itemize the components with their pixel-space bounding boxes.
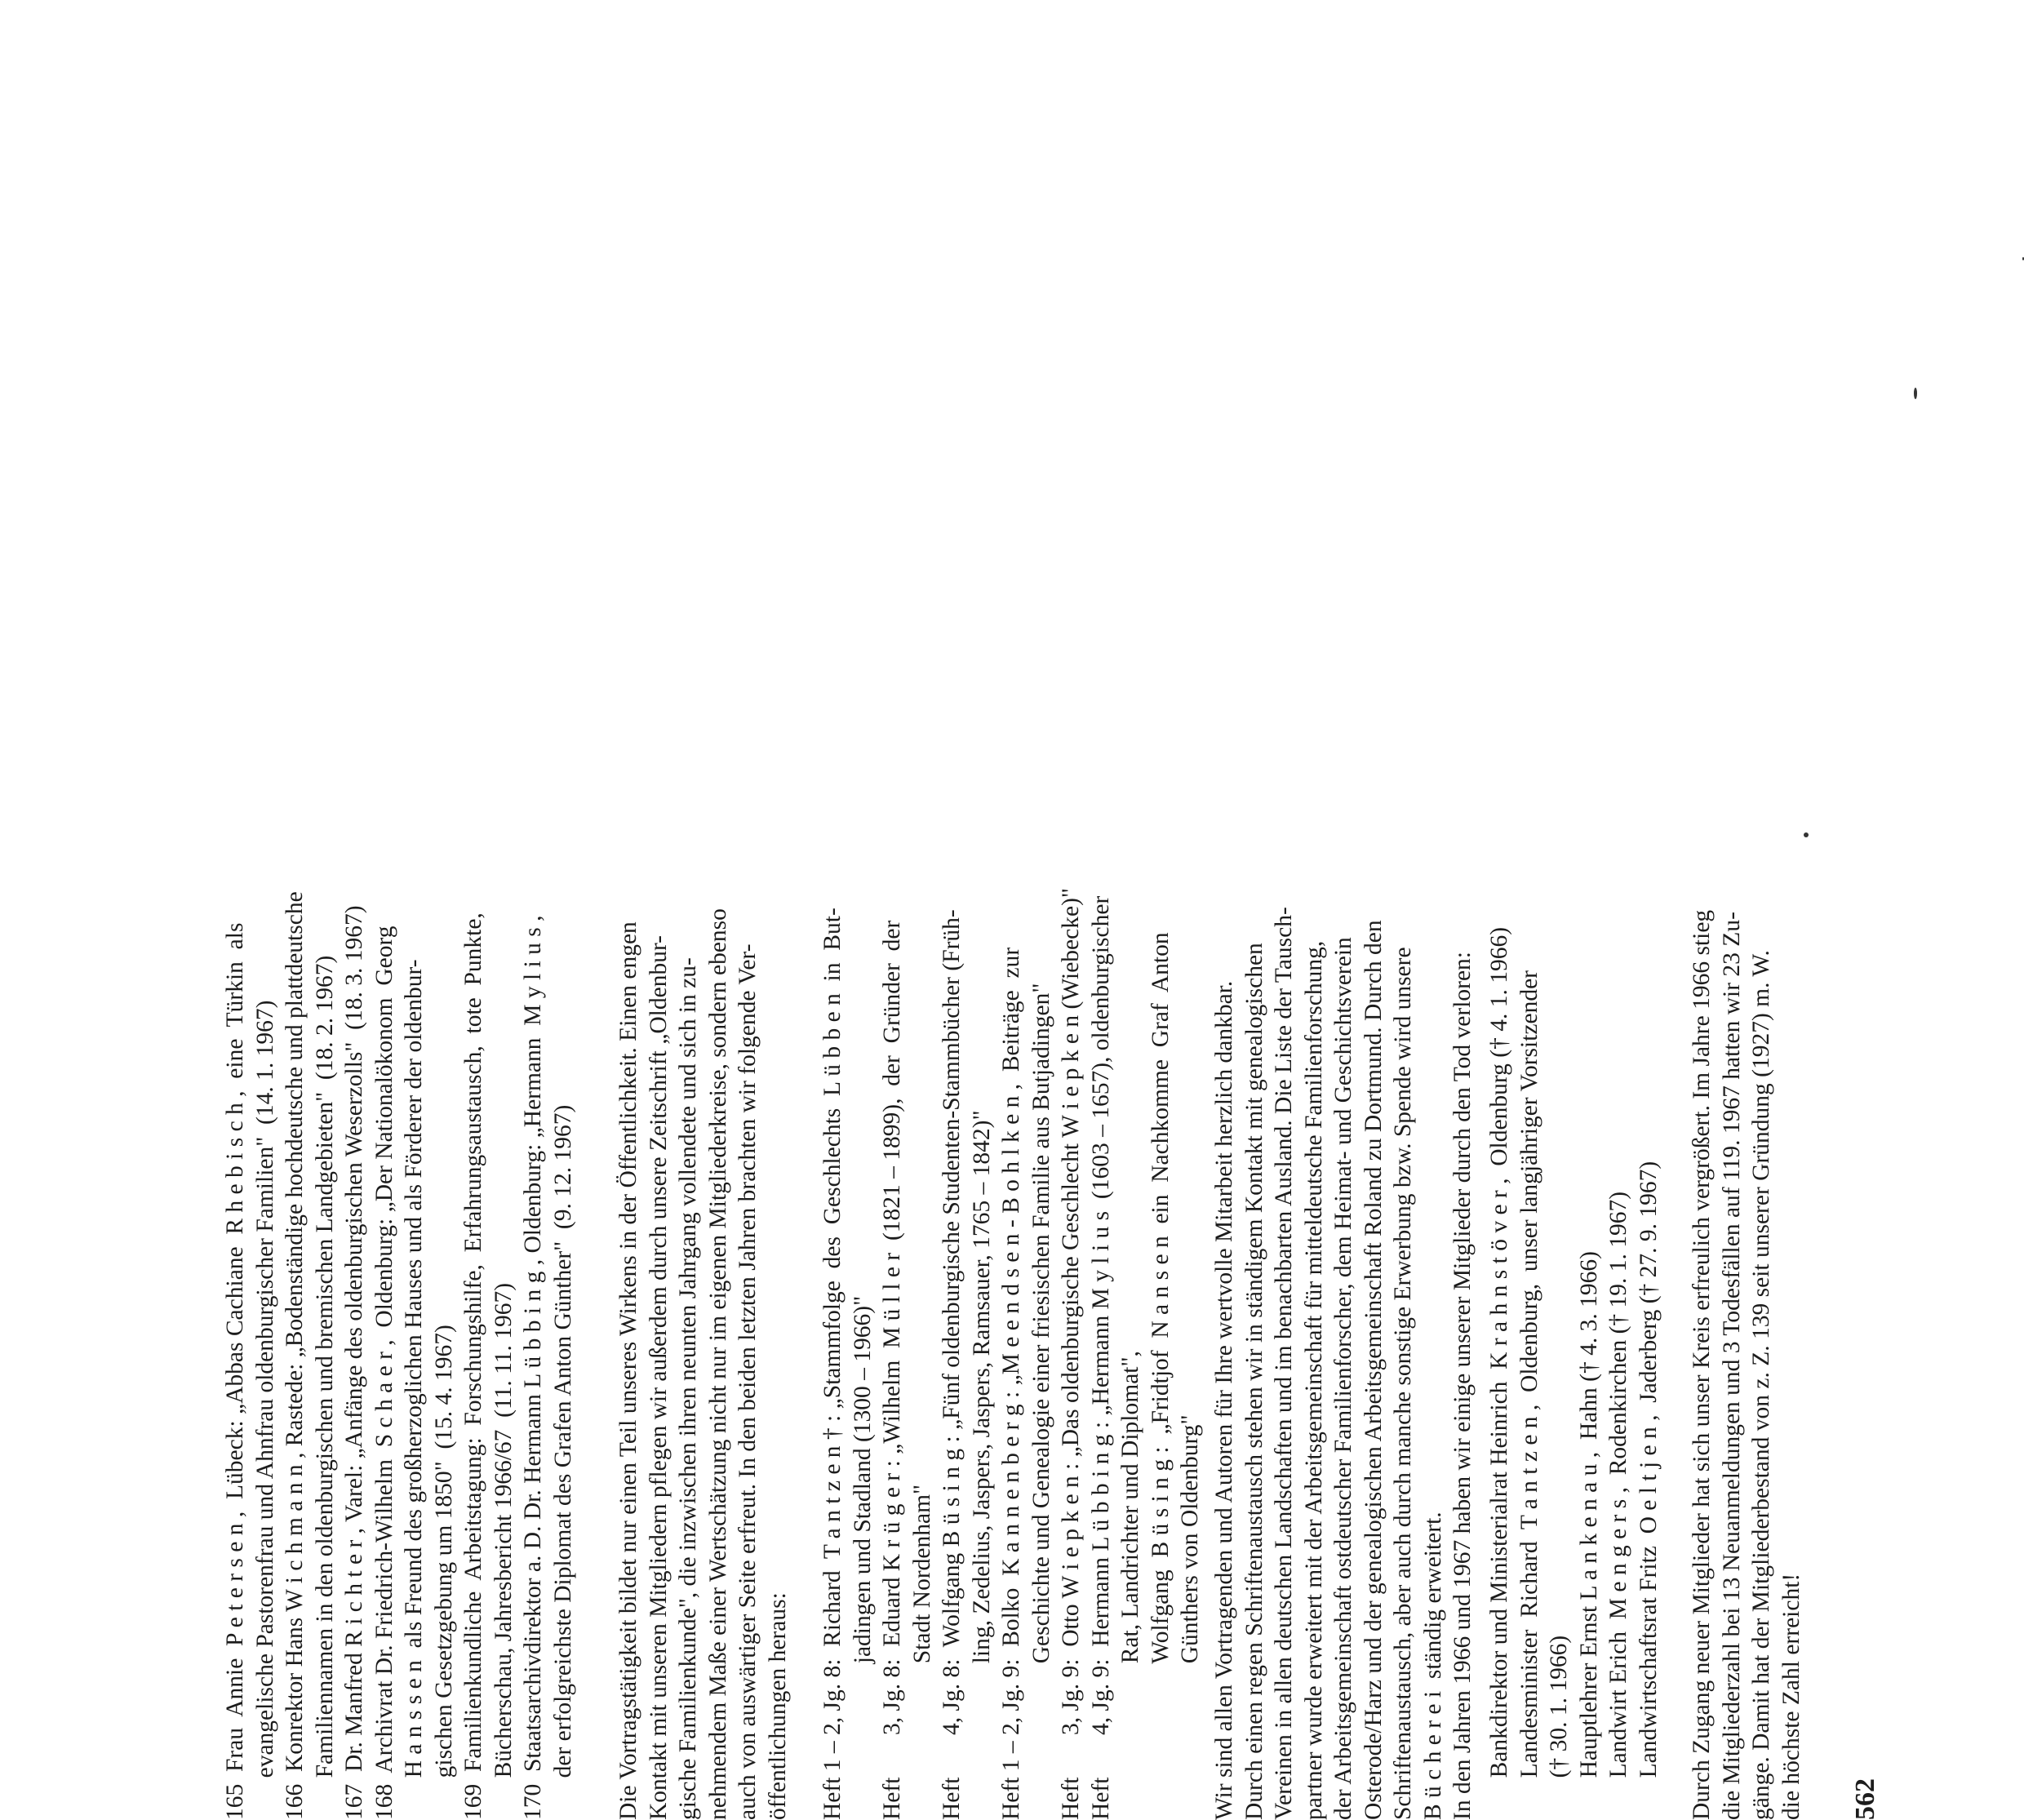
text-line: 170 Staatsarchivdirektor a. D. Dr. Hermann L ü b b i n g , Oldenburg: „Hermann M y l i u s , <box>520 915 546 1820</box>
text-line: 168 Archivrat Dr. Friedrich-Wilhelm S c h a e r , Oldenburg: „Der Nationalökonom Georg <box>371 926 397 1820</box>
membership-paragraph <box>1687 910 1806 1820</box>
text-line: auch von auswärtiger Seite erfreut. In den beiden letzten Jahren brachten wir folgende Ver- <box>735 943 761 1820</box>
text-line: Heft 4, Jg. 8: Wolfgang B ü s i n g : „Fünf oldenburgische Studenten-Stammbücher (Früh- <box>939 909 965 1820</box>
text-line: Günthers von Oldenburg" <box>1177 1414 1203 1820</box>
text-line: 167 Dr. Manfred R i c h t e r , Varel: „Anfänge des oldenburgischen Weserzolls" (18. 3. 1967) <box>341 905 367 1820</box>
text-line: Schriftenaustausch, aber auch durch manche sonstige Erwerbung bzw. Spende wird unsere <box>1390 947 1416 1820</box>
publications-list <box>818 888 1205 1820</box>
text-line: Landesminister Richard T a n t z e n , Oldenburg, unser langjähriger Vorsitzender <box>1516 970 1542 1820</box>
text-line: († 30. 1. 1966) <box>1546 1635 1572 1820</box>
text-line: partner wurde erweitert mit der Arbeitsgemeinschaft für mitteldeutsche Familienforschung, <box>1300 940 1327 1820</box>
thanks-paragraph <box>1210 907 1478 1820</box>
scan-speck <box>1914 388 1917 399</box>
text-line: Kontakt mit unseren Mitgliedern pflegen wir außerdem durch unsere Zeitschrift „Oldenbur- <box>645 935 672 1820</box>
text-line: gische Familienkunde", die inzwischen ihren neunten Jahrgang vollendete und sich in zu- <box>675 957 701 1820</box>
text-line: öffentlichungen heraus: <box>764 1592 791 1820</box>
text-line: gischen Gesetzgebung um 1850" (15. 4. 1967) <box>430 1325 457 1820</box>
text-line: 165 Frau Annie P e t e r s e n , Lübeck: „Abbas Cachiane R h e b i s c h , eine Türkin als <box>222 922 248 1820</box>
text-line: 166 Konrektor Hans W i c h m a n n , Rastede: „Bodenständige hochdeutsche und plattdeutsche <box>282 891 308 1820</box>
text-line: ling, Zedelius, Jaspers, Jaspers, Ramsauer, 1765 – 1842)" <box>968 1110 995 1820</box>
scan-speck <box>1804 832 1809 837</box>
text-line: Landwirt Erich M e n g e r s , Rodenkirchen († 19. 1. 1967) <box>1605 1191 1631 1820</box>
text-line: Heft 3, Jg. 9: Otto W i e p k e n : „Das oldenburgische Geschlecht W i e p k e n (Wiebecke)" <box>1058 888 1084 1820</box>
lecture-list <box>220 891 578 1820</box>
text-line: Heft 1 – 2, Jg. 9: Bolko K a n n e n b e r g : „M e e n d s e n - B o h l k e n , Beiträge zur <box>998 947 1024 1820</box>
text-line: Wolfgang B ü s i n g : „Fridtjof N a n s e n ein Nachkomme Graf Anton <box>1147 932 1174 1820</box>
text-line: Durch Zugang neuer Mitglieder hat sich unser Kreis erfreulich vergrößert. Im Jahre 1966 stieg <box>1689 909 1715 1820</box>
text-line: Bankdirektor und Ministerialrat Heinrich K r a h n s t ö v e r , Oldenburg († 4. 1. 1966) <box>1486 926 1512 1820</box>
scanned-page <box>220 0 1893 1820</box>
text-line: Landwirtschaftsrat Fritz O e l t j e n , Jaderberg († 27. 9. 1967) <box>1635 1161 1662 1820</box>
text-line: Stadt Nordenham" <box>908 1484 935 1820</box>
text-line: die höchste Zahl erreicht! <box>1778 1573 1804 1820</box>
text-line: Heft 4, Jg. 9: Hermann L ü b b i n g : „Hermann M y l i u s (1603 – 1657), oldenburgischer <box>1087 895 1114 1820</box>
text-line: 169 Familienkundliche Arbeitstagung: Forschungshilfe, Erfahrungsaustausch, tote Punkte, <box>460 912 486 1820</box>
text-line: Hauptlehrer Ernst L a n k e n a u , Hahn († 4. 3. 1966) <box>1575 1251 1602 1820</box>
text-line: In den Jahren 1966 und 1967 haben wir einige unserer Mitglieder durch den Tod verloren: <box>1449 951 1476 1820</box>
text-line: Bücherschau, Jahresbericht 1966/67 (11. 11. 1967) <box>490 1282 517 1820</box>
obituary-list <box>1485 927 1663 1820</box>
text-line: B ü c h e r e i ständig erweitert. <box>1419 1511 1446 1820</box>
text-line: nehmendem Maße einer Wertschätzung nicht nur im eigenen Mitgliederkreise, sondern ebenso <box>704 908 731 1820</box>
text-line: Heft 1 – 2, Jg. 8: Richard T a n t z e n † : „Stammfolge des Geschlechts L ü b b e n in But- <box>819 908 846 1820</box>
text-line: Familiennamen in den oldenburgischen und bremischen Landgebieten" (18. 2. 1967) <box>311 955 338 1820</box>
text-line: Wir sind allen Vortragenden und Autoren für Ihre wertvolle Mitarbeit herzlich dankbar. <box>1211 980 1237 1820</box>
text-line: H a n s s e n als Freund des großherzoglichen Hauses und als Förderer der oldenbur- <box>401 959 427 1820</box>
text-line: Durch einen regen Schriftenaustausch stehen wir in ständigem Kontakt mit genealogischen <box>1241 943 1267 1820</box>
text-line: Osterode/Harz und der genealogischen Arbeitsgemeinschaft Roland zu Dortmund. Durch den <box>1360 920 1387 1820</box>
text-line: Heft 3, Jg. 8: Eduard K r ü g e r : „Wilhelm M ü l l e r (1821 – 1899), der Gründer der <box>879 920 905 1820</box>
text-line: Die Vortragstätigkeit bildet nur einen Teil unseres Wirkens in der Öffentlichkeit. Einen engen <box>615 921 641 1820</box>
text-line: Geschichte und Genealogie einer friesischen Familie aus Butjadingen" <box>1028 983 1054 1820</box>
text-line: gänge. Damit hat der Mitgliederbestand von z. Z. 139 seit unserer Gründung (1927) m. W. <box>1748 950 1774 1820</box>
text-line: evangelische Pastorenfrau und Ahnfrau oldenburgischer Familien" (14. 1. 1967) <box>251 1000 278 1820</box>
text-line: Vereinen in allen deutschen Landschaften und im benachbarten Ausland. Die Liste der Tausch- <box>1271 907 1297 1820</box>
publications-intro <box>614 908 792 1820</box>
text-line: der erfolgreichste Diplomat des Grafen Anton Günther" (9. 12. 1967) <box>549 1104 576 1820</box>
text-line: der Arbeitsgemeinschaft ostdeutscher Familienforscher, dem Heimat- und Geschichtsverein <box>1330 937 1356 1820</box>
text-line: die Mitgliederzahl bei 13 Neuanmeldungen und 3 Todesfällen auf 119. 1967 hatten wir 23 Zu- <box>1718 912 1745 1820</box>
page-number: 562 <box>1850 1778 1880 1820</box>
text-line: jadingen und Stadland (1300 – 1966)" <box>849 1295 876 1820</box>
text-line: Rat, Landrichter und Diplomat", <box>1117 1351 1143 1820</box>
